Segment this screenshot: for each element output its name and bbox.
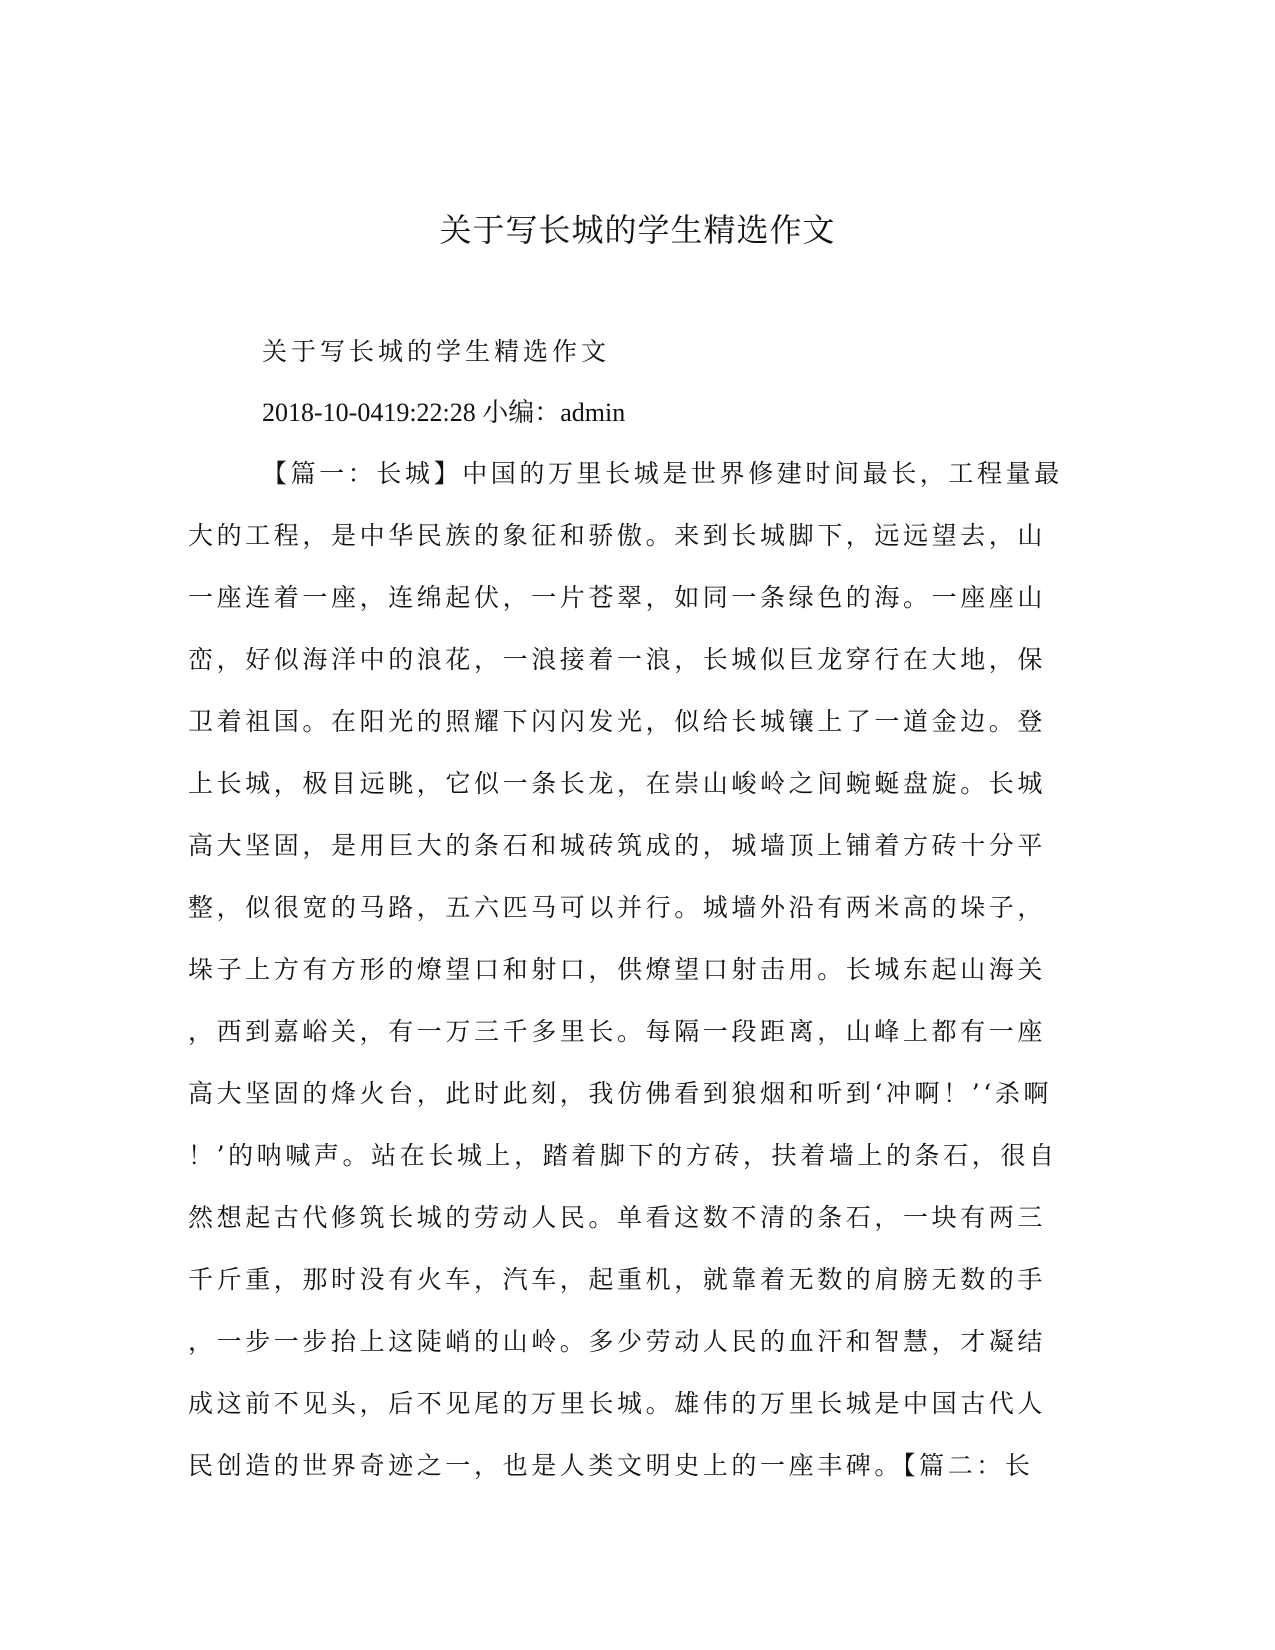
body-line: 千斤重，那时没有火车，汽车，起重机，就靠着无数的肩膀无数的手 [188,1265,1047,1294]
body-line: 然想起古代修筑长城的劳动人民。单看这数不清的条石，一块有两三 [188,1203,1047,1232]
body-line: 峦，好似海洋中的浪花，一浪接着一浪，长城似巨龙穿行在大地，保 [188,645,1047,674]
body-line: 上长城，极目远眺，它似一条长龙，在崇山峻岭之间蜿蜒盘旋。长城 [188,769,1047,798]
document-body [188,452,1088,1506]
body-line: 高大坚固的烽火台，此时此刻，我仿佛看到狼烟和听到‘冲啊！’‘杀啊 [188,1079,1053,1108]
body-line: 大的工程，是中华民族的象征和骄傲。来到长城脚下，远远望去，山 [188,521,1047,550]
body-line: 垛子上方有方形的燎望口和射口，供燎望口射击用。长城东起山海关 [188,955,1047,984]
body-line: 成这前不见头，后不见尾的万里长城。雄伟的万里长城是中国古代人 [188,1389,1047,1418]
body-line: 【篇一：长城】中国的万里长城是世界修建时间最长，工程量最 [262,459,1063,488]
body-line: 一座连着一座，连绵起伏，一片苍翠，如同一条绿色的海。一座座山 [188,583,1047,612]
body-line: 民创造的世界奇迹之一，也是人类文明史上的一座丰碑。【篇二：长 [188,1451,1034,1480]
body-line: ！’的呐喊声。站在长城上，踏着脚下的方砖，扶着墙上的条石，很自 [188,1141,1058,1170]
document-meta: 2018-10-0419:22:28 小编：admin [262,398,626,427]
body-line: 整，似很宽的马路，五六匹马可以并行。城墙外沿有两米高的垛子， [188,893,1047,922]
body-line: ，西到嘉峪关，有一万三千多里长。每隔一段距离，山峰上都有一座 [188,1017,1047,1046]
document-title: 关于写长城的学生精选作文 [439,211,836,249]
body-line: 高大坚固，是用巨大的条石和城砖筑成的，城墙顶上铺着方砖十分平 [188,831,1047,860]
body-line: ，一步一步抬上这陡峭的山岭。多少劳动人民的血汗和智慧，才凝结 [188,1327,1047,1356]
document-subtitle: 关于写长城的学生精选作文 [262,337,611,366]
body-line: 卫着祖国。在阳光的照耀下闪闪发光，似给长城镶上了一道金边。登 [188,707,1047,736]
